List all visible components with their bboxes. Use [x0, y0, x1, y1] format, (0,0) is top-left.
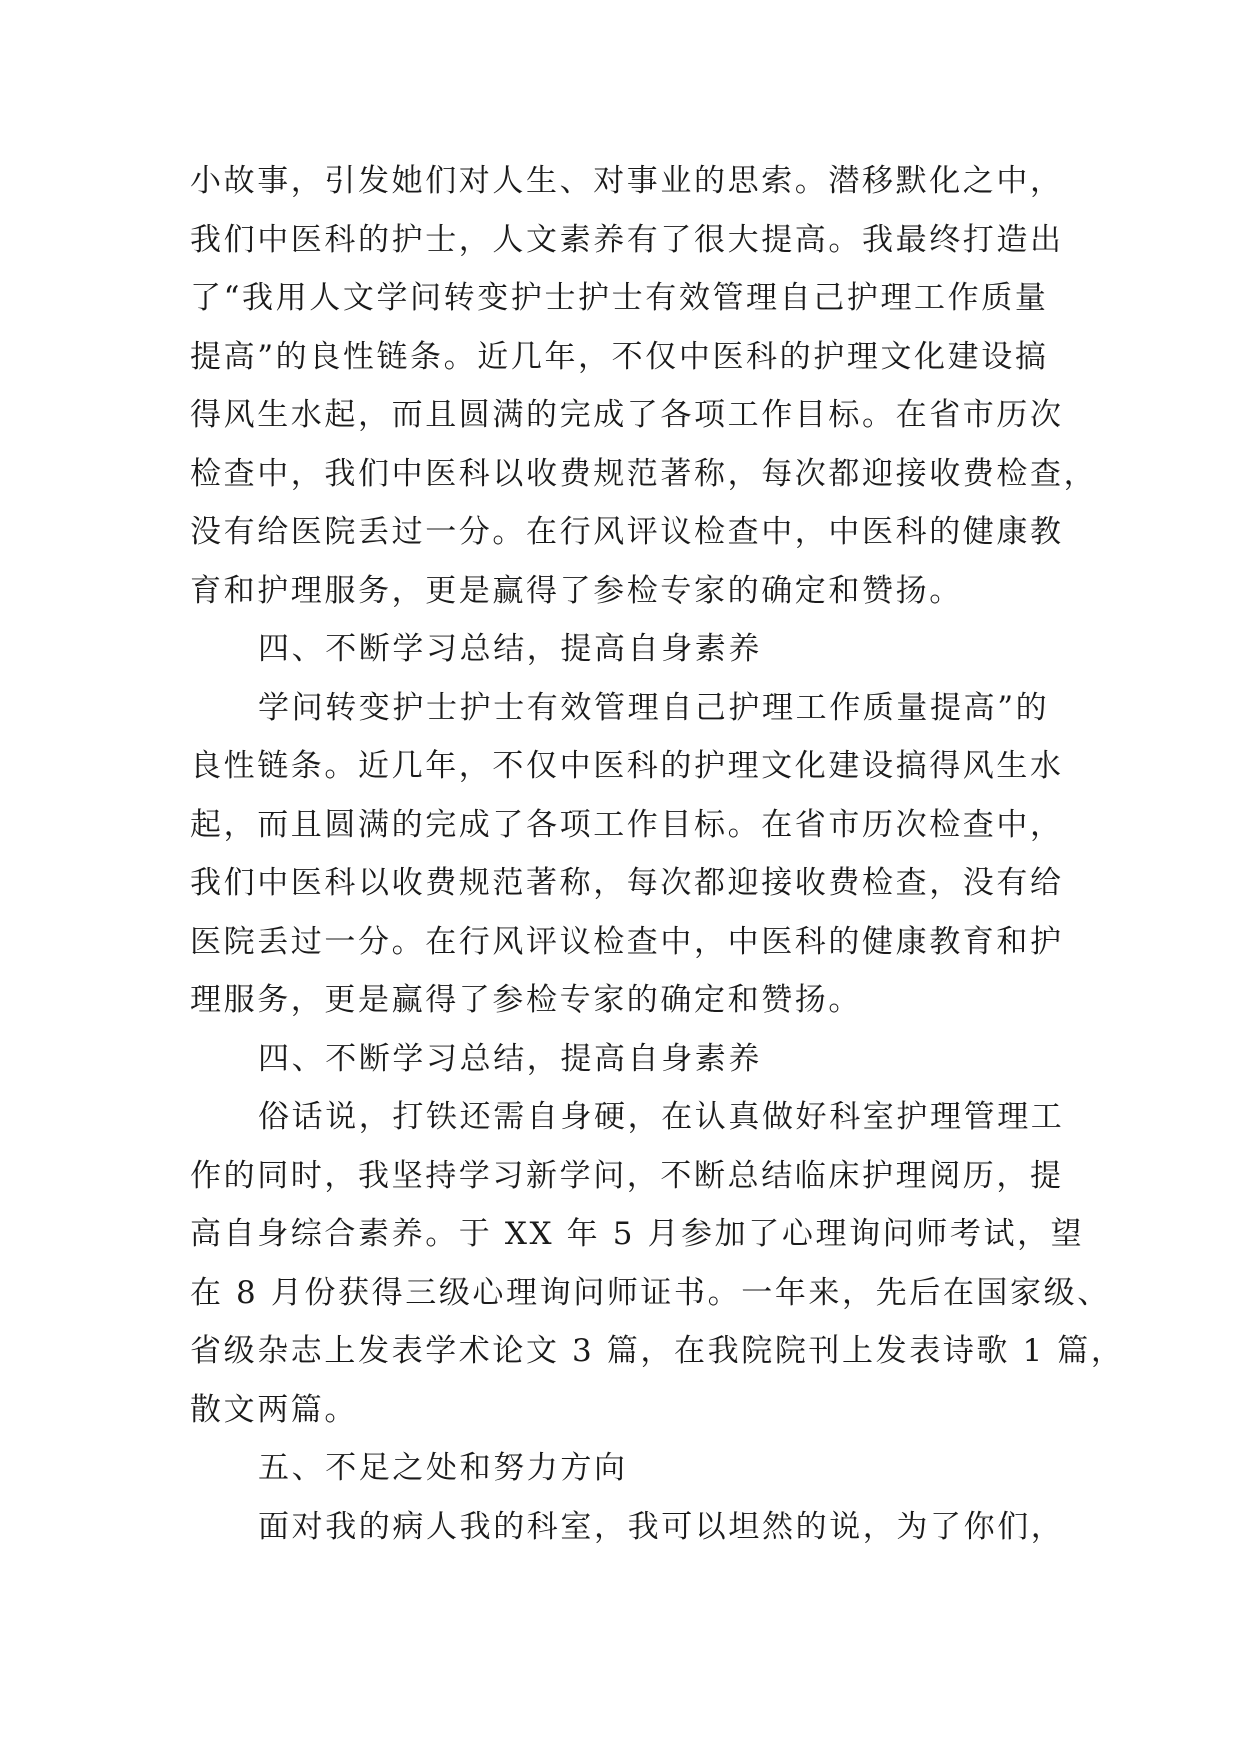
text-line: 散文两篇。 — [190, 1391, 358, 1428]
text-line: 在 8 月份获得三级心理询问师证书。一年来，先后在国家级、 — [190, 1274, 1111, 1311]
text-line: 没有给医院丢过一分。在行风评议检查中，中医科的健康教 — [190, 514, 1064, 550]
text-line: 作的同时，我坚持学习新学问，不断总结临床护理阅历，提 — [190, 1157, 1064, 1194]
text-line: 育和护理服务，更是赢得了参检专家的确定和赞扬。 — [190, 572, 963, 609]
text-line: 得风生水起，而且圆满的完成了各项工作目标。在省市历次 — [190, 397, 1064, 433]
text-line: 医院丢过一分。在行风评议检查中，中医科的健康教育和护 — [190, 923, 1064, 960]
text-line: 良性链条。近几年，不仅中医科的护理文化建设搞得风生水 — [190, 748, 1064, 784]
text-line: 省级杂志上发表学术论文 3 篇，在我院院刊上发表诗歌 1 篇， — [190, 1333, 1125, 1369]
paragraph-start-line: 学问转变护士护士有效管理自己护理工作质量提高”的 — [258, 689, 1050, 726]
document-body — [190, 152, 1125, 1556]
text-line: 检查中，我们中医科以收费规范著称，每次都迎接收费检查， — [190, 455, 1098, 492]
section-heading: 四、不断学习总结，提高自身素养 — [258, 1040, 762, 1077]
section-heading: 四、不断学习总结，提高自身素养 — [258, 631, 762, 667]
text-line: 了“我用人文学问转变护士护士有效管理自己护理工作质量 — [190, 280, 1049, 316]
text-line: 理服务，更是赢得了参检专家的确定和赞扬。 — [190, 982, 862, 1018]
paragraph-start-line: 面对我的病人我的科室，我可以坦然的说，为了你们， — [258, 1508, 1065, 1545]
text-line: 小故事，引发她们对人生、对事业的思索。潜移默化之中， — [190, 163, 1064, 199]
text-line: 高自身综合素养。于 XX 年 5 月参加了心理询问师考试，望 — [190, 1216, 1085, 1252]
text-line: 我们中医科以收费规范著称，每次都迎接收费检查，没有给 — [190, 865, 1064, 901]
section-heading: 五、不足之处和努力方向 — [258, 1450, 628, 1486]
text-line: 提高”的良性链条。近几年，不仅中医科的护理文化建设搞 — [190, 338, 1049, 375]
text-line: 我们中医科的护士，人文素养有了很大提高。我最终打造出 — [190, 221, 1064, 258]
text-line: 起，而且圆满的完成了各项工作目标。在省市历次检查中， — [190, 806, 1064, 843]
paragraph-start-line: 俗话说，打铁还需自身硬，在认真做好科室护理管理工 — [258, 1099, 1065, 1135]
